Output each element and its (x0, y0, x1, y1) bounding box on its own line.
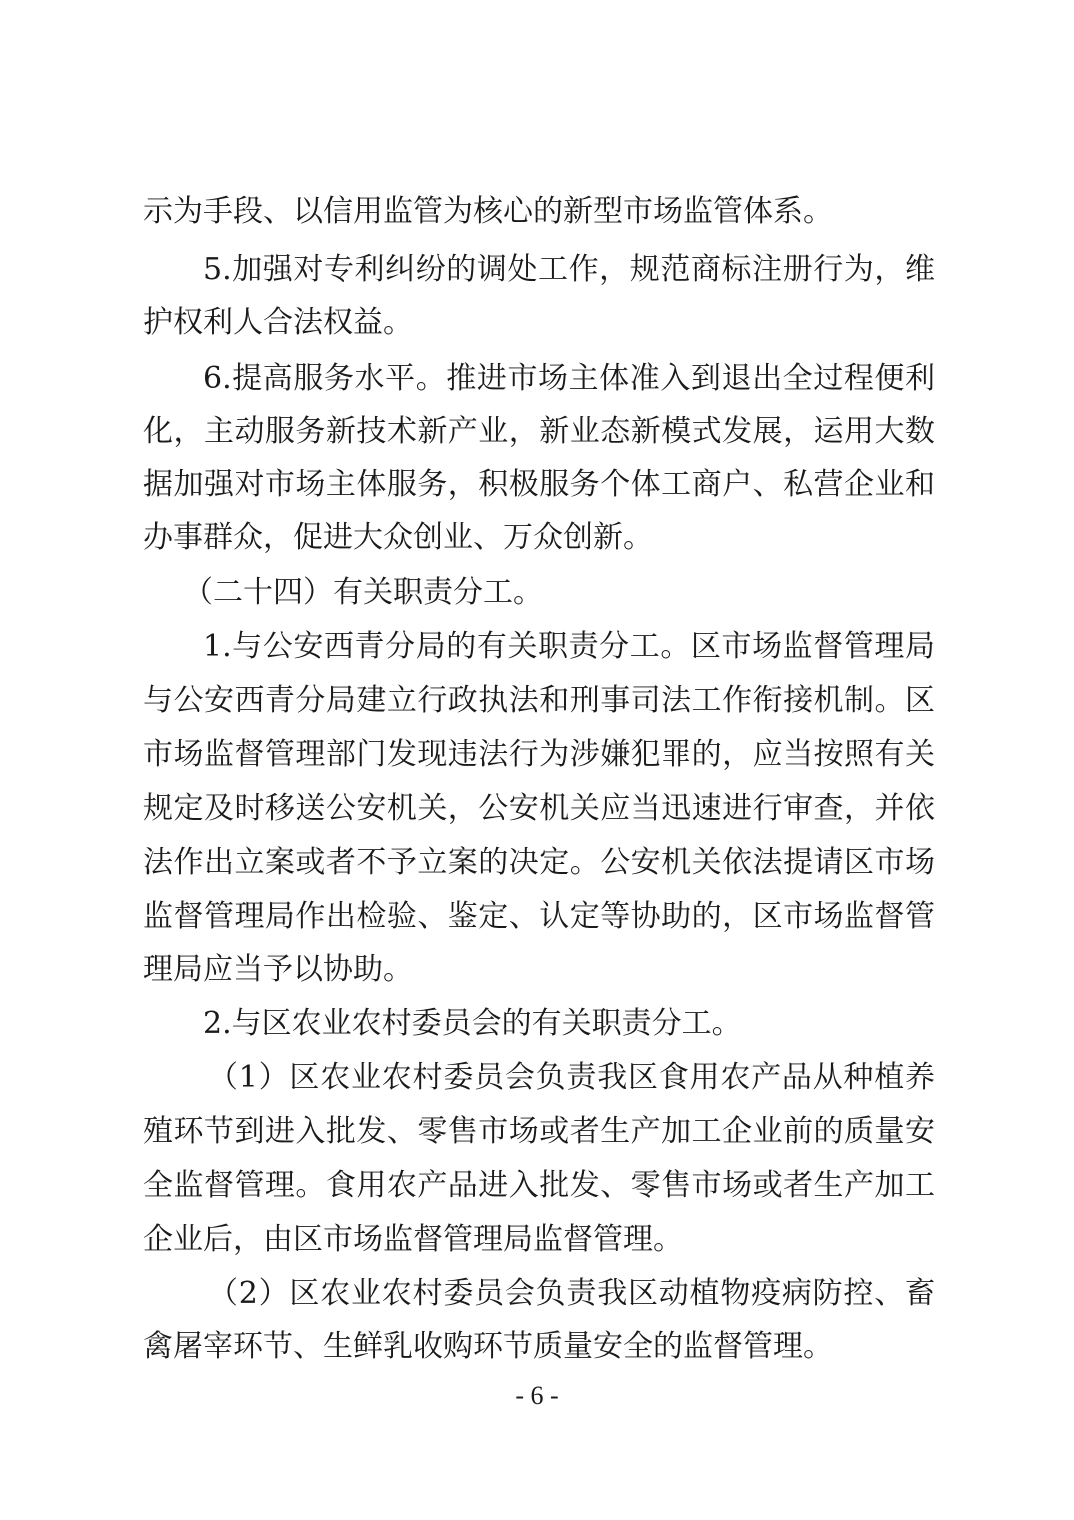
body-text-line: （1）区农业农村委员会负责我区食用农产品从种植养 (208, 1060, 935, 1095)
body-text-line: 2.与区农业农村委员会的有关职责分工。 (203, 1006, 742, 1041)
body-text-line: 禽屠宰环节、生鲜乳收购环节质量安全的监督管理。 (143, 1329, 833, 1364)
body-text-line: 企业后，由区市场监督管理局监督管理。 (143, 1222, 683, 1257)
body-text-line: 法作出立案或者不予立案的决定。公安机关依法提请区市场 (143, 845, 935, 880)
body-text-line: 5.加强对专利纠纷的调处工作，规范商标注册行为，维 (203, 252, 935, 287)
body-text-line: 办事群众，促进大众创业、万众创新。 (143, 520, 653, 555)
body-text-line: 全监督管理。食用农产品进入批发、零售市场或者生产加工 (143, 1168, 935, 1203)
body-text-line: 示为手段、以信用监管为核心的新型市场监管体系。 (143, 194, 833, 229)
body-text-line: 理局应当予以协助。 (143, 952, 413, 987)
body-text-line: 6.提高服务水平。推进市场主体准入到退出全过程便利 (203, 361, 935, 396)
body-text-line: 化，主动服务新技术新产业，新业态新模式发展，运用大数 (143, 414, 935, 449)
body-text-line: 监督管理局作出检验、鉴定、认定等协助的，区市场监督管 (143, 899, 935, 934)
body-text-line: 与公安西青分局建立行政执法和刑事司法工作衔接机制。区 (143, 683, 935, 718)
page-number: - 6 - (515, 1381, 559, 1410)
body-text-line: （2）区农业农村委员会负责我区动植物疫病防控、畜 (208, 1276, 935, 1311)
body-text-line: 规定及时移送公安机关，公安机关应当迅速进行审查，并依 (143, 791, 935, 826)
section-heading: （二十四）有关职责分工。 (183, 575, 543, 610)
body-text-line: 护权利人合法权益。 (143, 305, 413, 340)
body-text-line: 据加强对市场主体服务，积极服务个体工商户、私营企业和 (143, 467, 935, 502)
body-text-line: 1.与公安西青分局的有关职责分工。区市场监督管理局 (203, 629, 935, 664)
body-text-line: 市场监督管理部门发现违法行为涉嫌犯罪的，应当按照有关 (143, 737, 935, 772)
body-text-line: 殖环节到进入批发、零售市场或者生产加工企业前的质量安 (143, 1114, 935, 1149)
